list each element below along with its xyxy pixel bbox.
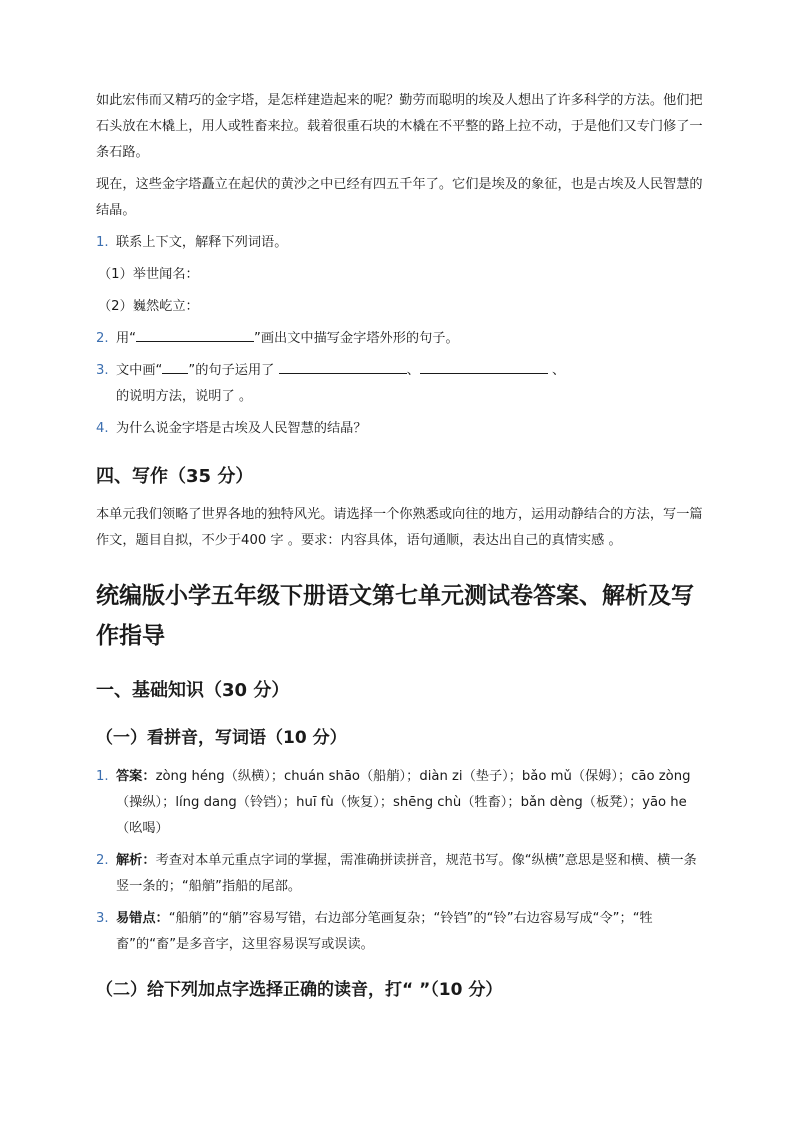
question-number: 4. (96, 421, 109, 436)
separator: 、 (406, 363, 420, 378)
question-number: 2. (96, 331, 109, 346)
answer-label: 答案： (116, 769, 156, 784)
underline-sample (162, 359, 188, 374)
separator: 、 (551, 363, 566, 378)
answer-blank (420, 359, 548, 374)
answer-blank (279, 359, 407, 374)
writing-prompt: 本单元我们领略了世界各地的独特风光。请选择一个你熟悉或向往的地方，运用动静结合的方法，写一篇作文，题目自拟，不少于400 字 。要求：内容具体，语句通顺，表达出自己的真情实感 。 (96, 507, 703, 548)
question-1 (96, 230, 704, 256)
question-text: 联系上下文，解释下列词语。 (116, 235, 288, 250)
question-4 (96, 416, 704, 442)
answer-number: 3. (96, 911, 109, 926)
question-text-post: ”画出文中描写金字塔外形的句子。 (254, 331, 459, 346)
answer-number: 1. (96, 769, 109, 784)
section-heading-basics: 一、基础知识（30 分） (96, 680, 290, 701)
question-text (116, 326, 704, 352)
answer-text (116, 906, 704, 958)
section-heading-writing: 四、写作（35 分） (96, 466, 254, 487)
answer-number: 2. (96, 853, 109, 868)
passage-paragraph-1: 如此宏伟而又精巧的金字塔，是怎样建造起来的呢？勤劳而聪明的埃及人想出了许多科学的方法。他们把石头放在木橇上，用人或牲畜来拉。载着很重石块的木橇在不平整的路上拉不动，于是他们又专门修了一条石路。 (96, 93, 703, 160)
question-text-pre: 用“ (116, 331, 137, 346)
answer-item-2 (96, 848, 704, 900)
document-page (96, 88, 704, 1016)
question-3 (96, 358, 704, 410)
question-number: 3. (96, 363, 109, 378)
answer-blank (136, 327, 254, 342)
passage-paragraph-2: 现在，这些金字塔矗立在起伏的黄沙之中已经有四五千年了。它们是埃及的象征，也是古埃及人民智慧的结晶。 (96, 177, 703, 218)
question-text: 为什么说金字塔是古埃及人民智慧的结晶？ (116, 421, 367, 436)
answer-content: zòng héng（纵横）；chuán shāo（船艄）；diàn zi（垫子）；bǎo mǔ（保姆）；cāo zòng（操纵）；líng dang（铃铛）；huī fù（恢复）；shēng chù（牲畜）；bǎn dèng（板凳）；yāo he（吆喝） (116, 769, 691, 836)
question-text-pre: 文中画“ (116, 363, 163, 378)
question-text-line2: 的说明方法，说明了 。 (116, 389, 253, 404)
subsection-heading-pinyin: （一）看拼音，写词语（10 分） (96, 728, 347, 748)
pitfall-label: 易错点： (116, 911, 169, 926)
pitfall-content: “船艄”的“艄”容易写错，右边部分笔画复杂；“铃铛”的“铃”右边容易写成“令”；“牲畜”的“畜”是多音字，这里容易误写或误读。 (116, 911, 653, 952)
answer-text (116, 764, 704, 842)
question-text (116, 358, 704, 410)
question-1-part-1: （1）举世闻名： (98, 267, 199, 282)
subsection-heading-pronunciation: （二）给下列加点字选择正确的读音，打“ ”（10 分） (96, 980, 503, 1000)
question-text-mid: ”的句子运用了 (188, 363, 275, 378)
analysis-content: 考查对本单元重点字词的掌握，需准确拼读拼音，规范书写。像“纵横”意思是竖和横、横一条竖一条的；“船艄”指船的尾部。 (116, 853, 697, 894)
answer-item-1 (96, 764, 704, 842)
answer-text (116, 848, 704, 900)
question-number: 1. (96, 235, 109, 250)
answers-title: 统编版小学五年级下册语文第七单元测试卷答案、解析及写作指导 (96, 583, 694, 649)
question-2 (96, 326, 704, 352)
answer-item-3 (96, 906, 704, 958)
analysis-label: 解析： (116, 853, 156, 868)
question-1-part-2: （2）巍然屹立： (98, 299, 199, 314)
